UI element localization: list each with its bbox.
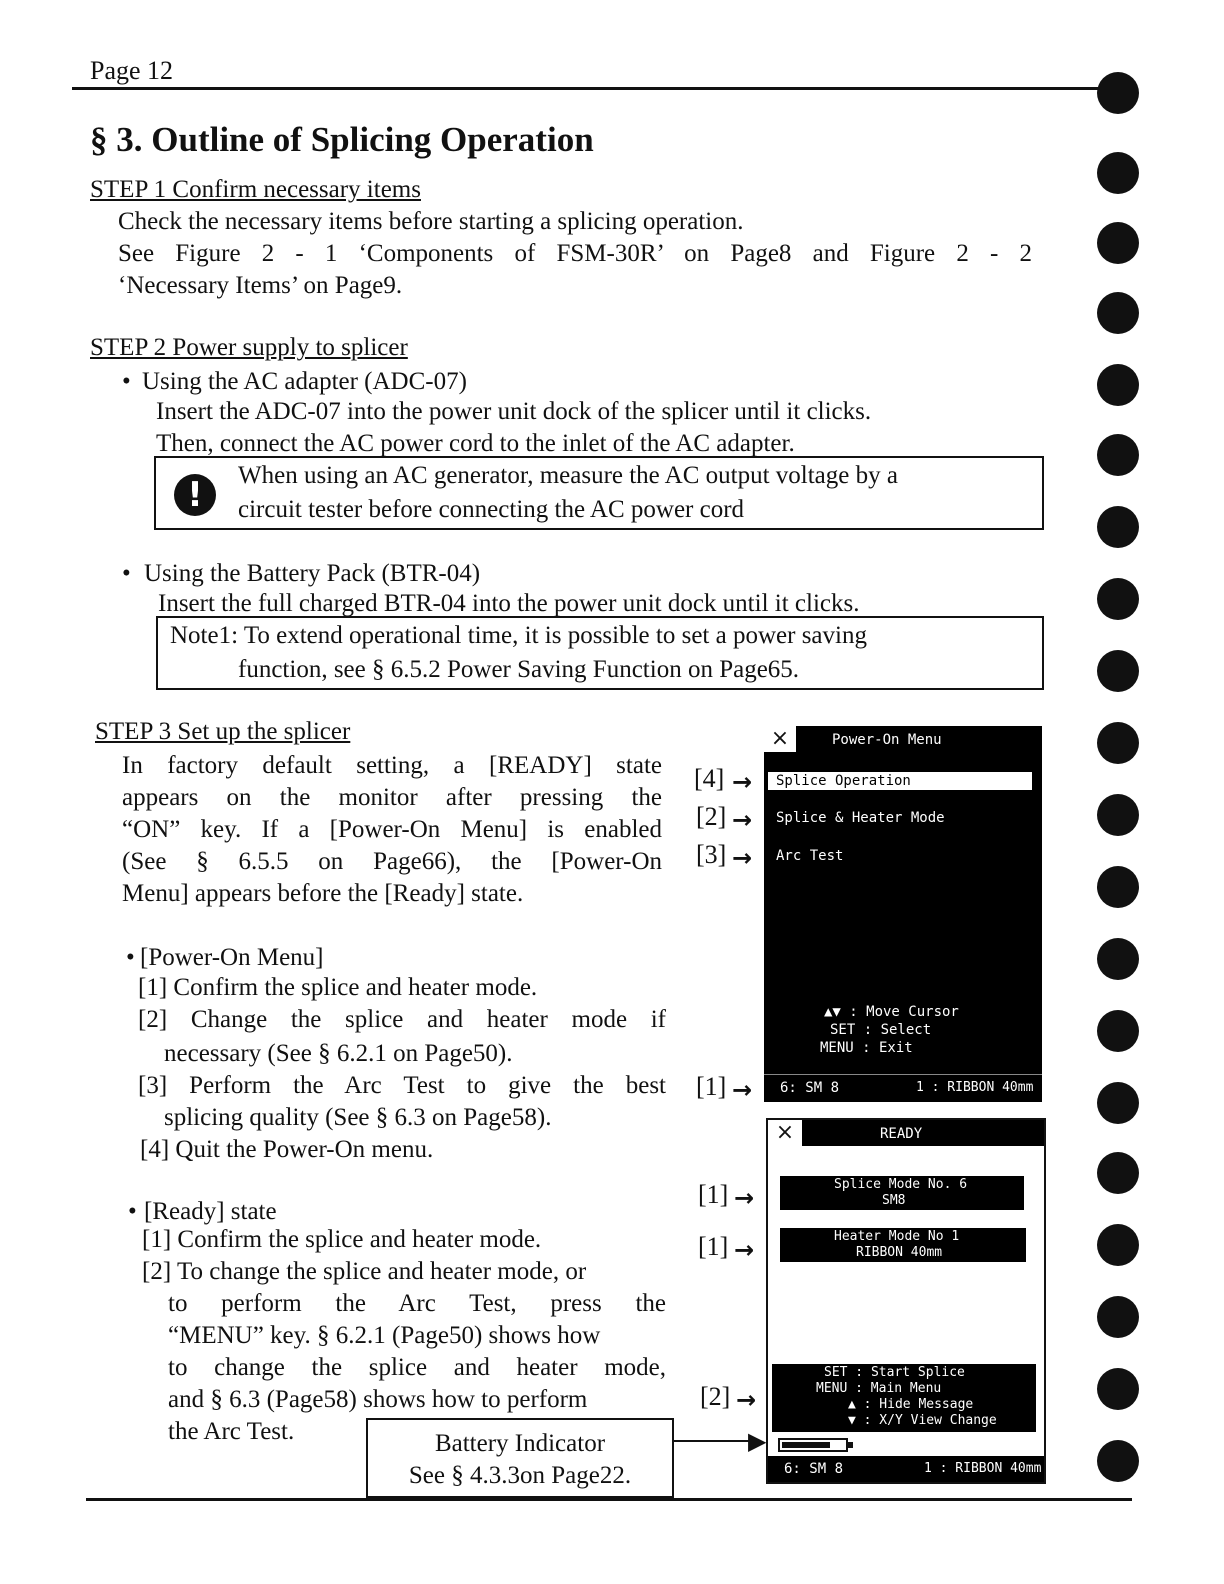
splice-mode-status: 6: SM 8 xyxy=(780,1080,840,1096)
splice-mode-label: Splice Mode No. 6 xyxy=(834,1177,968,1192)
callout-label: [1] xyxy=(698,1232,729,1261)
battery-indicator xyxy=(778,1438,848,1452)
binding-hole xyxy=(1097,578,1139,620)
step3-intro-line: In factory default setting, a [READY] state xyxy=(122,752,662,779)
section-title: § 3. Outline of Splicing Operation xyxy=(90,120,594,159)
binding-hole xyxy=(1097,1440,1139,1482)
binding-hole xyxy=(1097,1082,1139,1124)
ac-adapter-line: Insert the ADC-07 into the power unit dock of the splicer until it clicks. xyxy=(156,398,872,425)
menu-item-arc-test[interactable]: Arc Test xyxy=(776,848,844,864)
binding-hole xyxy=(1097,866,1139,908)
splice-mode-value: SM8 xyxy=(882,1193,906,1208)
power-on-menu-line: [3] Perform the Arc Test to give the best xyxy=(138,1072,666,1099)
ready-state-line: [2] To change the splice and heater mode, or xyxy=(142,1258,587,1285)
ac-adapter-line: Then, connect the AC power cord to the inlet of the AC adapter. xyxy=(156,430,795,457)
note-box xyxy=(156,616,1044,690)
binding-hole xyxy=(1097,722,1139,764)
callout-label: [2] xyxy=(696,802,727,831)
menu-item-splice-heater-mode[interactable]: Splice & Heater Mode xyxy=(776,810,945,826)
ready-state-line: “MENU” key. § 6.2.1 (Page50) shows how xyxy=(168,1322,601,1349)
callout-label: [1] xyxy=(698,1180,729,1209)
ready-state-line: to perform the Arc Test, press the xyxy=(168,1290,666,1317)
splice-mode-status: 6: SM 8 xyxy=(784,1461,844,1477)
ready-state-bullet: [Ready] state xyxy=(144,1198,277,1225)
bullet-marker: • xyxy=(122,560,131,587)
step1-line: See Figure 2 - 1 ‘Components of FSM-30R’ on Page8 and Figure 2 - 2 xyxy=(118,240,1032,267)
step3-intro-line: appears on the monitor after pressing the xyxy=(122,784,662,811)
power-on-menu-bullet: [Power-On Menu] xyxy=(140,944,324,971)
heater-mode-status: 1 : RIBBON 40mm xyxy=(924,1461,1042,1476)
step1-line: ‘Necessary Items’ on Page9. xyxy=(118,272,403,299)
ac-adapter-bullet: Using the AC adapter (ADC-07) xyxy=(142,368,467,395)
power-on-menu-line: splicing quality (See § 6.3 on Page58). xyxy=(164,1104,552,1131)
callout-arrow-icon: → xyxy=(732,806,753,834)
battery-terminal xyxy=(848,1442,853,1448)
help-line: SET : Select xyxy=(830,1022,932,1038)
battery-pack-bullet: Using the Battery Pack (BTR-04) xyxy=(144,560,481,587)
ready-screen xyxy=(766,1118,1046,1484)
warning-icon: ! xyxy=(174,474,216,516)
warning-line: circuit tester before connecting the AC power cord xyxy=(238,496,745,523)
step2-heading: STEP 2 Power supply to splicer xyxy=(90,334,408,361)
callout-label: [1] xyxy=(696,1072,727,1101)
help-line: ▲▼ : Move Cursor xyxy=(824,1004,959,1020)
footer-rule xyxy=(86,1498,1132,1501)
ready-state-line: [1] Confirm the splice and heater mode. xyxy=(142,1226,542,1253)
help-line: ▼ : X/Y View Change xyxy=(848,1413,997,1428)
callout-label: [4] xyxy=(694,764,725,793)
binding-hole xyxy=(1097,1152,1139,1194)
power-on-menu-line: [4] Quit the Power-On menu. xyxy=(140,1136,434,1163)
callout-label: [2] xyxy=(700,1382,731,1411)
binding-hole xyxy=(1097,364,1139,406)
binding-hole xyxy=(1097,938,1139,980)
callout-label: [3] xyxy=(696,840,727,869)
help-line: SET : Start Splice xyxy=(824,1365,965,1380)
binding-hole xyxy=(1097,222,1139,264)
help-message-panel xyxy=(772,1364,1036,1432)
splice-mode-panel xyxy=(780,1176,1024,1210)
screen-title: Power-On Menu xyxy=(832,732,942,748)
ready-state-line: to change the splice and heater mode, xyxy=(168,1354,666,1381)
binding-hole xyxy=(1097,152,1139,194)
screen-title: READY xyxy=(880,1126,923,1142)
callout-line: Battery Indicator xyxy=(434,1430,606,1457)
battery-indicator-callout xyxy=(366,1418,674,1498)
callout-arrow-icon: → xyxy=(732,1076,753,1104)
step3-intro-line: “ON” key. If a [Power-On Menu] is enabled xyxy=(122,816,662,843)
binding-hole xyxy=(1097,506,1139,548)
status-divider xyxy=(764,1074,1042,1075)
binding-hole xyxy=(1097,1010,1139,1052)
callout-arrow-icon: → xyxy=(732,768,753,796)
note-line: Note1: To extend operational time, it is possible to set a power saving xyxy=(170,622,867,649)
close-icon[interactable]: × xyxy=(764,726,796,752)
callout-arrow-icon: → xyxy=(736,1386,757,1414)
binding-hole xyxy=(1097,434,1139,476)
ready-state-line: and § 6.3 (Page58) shows how to perform xyxy=(168,1386,588,1413)
ready-state-line: the Arc Test. xyxy=(168,1418,295,1445)
power-on-menu-screen xyxy=(764,726,1042,1102)
binding-hole xyxy=(1097,292,1139,334)
callout-arrow-icon: ▶ xyxy=(748,1427,767,1455)
warning-box xyxy=(154,456,1044,530)
status-bar xyxy=(768,1456,1044,1482)
step3-heading: STEP 3 Set up the splicer xyxy=(95,718,351,745)
heater-mode-value: RIBBON 40mm xyxy=(856,1245,943,1260)
close-icon[interactable]: × xyxy=(768,1120,802,1146)
binding-hole xyxy=(1097,72,1139,114)
menu-item-label: Splice Operation xyxy=(776,773,911,789)
binding-hole xyxy=(1097,1368,1139,1410)
warning-line: When using an AC generator, measure the AC output voltage by a xyxy=(238,462,898,489)
binding-hole xyxy=(1097,1296,1139,1338)
step1-heading: STEP 1 Confirm necessary items xyxy=(90,176,421,203)
binding-hole xyxy=(1097,650,1139,692)
help-line: ▲ : Hide Message xyxy=(848,1397,974,1412)
note-line: function, see § 6.5.2 Power Saving Function on Page65. xyxy=(238,656,800,683)
callout-arrow-icon: → xyxy=(732,844,753,872)
callout-arrow-icon: → xyxy=(734,1236,755,1264)
bullet-marker: • xyxy=(122,368,131,395)
help-line: MENU : Main Menu xyxy=(816,1381,942,1396)
bullet-marker: • xyxy=(126,944,135,971)
heater-mode-status: 1 : RIBBON 40mm xyxy=(916,1080,1034,1095)
help-line: MENU : Exit xyxy=(820,1040,913,1056)
heater-mode-label: Heater Mode No 1 xyxy=(834,1229,960,1244)
step1-line: Check the necessary items before starting a splicing operation. xyxy=(118,208,744,235)
binding-hole xyxy=(1097,794,1139,836)
bullet-marker: • xyxy=(128,1198,137,1225)
callout-arrow-icon: → xyxy=(734,1184,755,1212)
callout-leader-line xyxy=(674,1440,754,1442)
battery-fill xyxy=(782,1442,830,1448)
step3-intro-line: Menu] appears before the [Ready] state. xyxy=(122,880,524,907)
binding-hole xyxy=(1097,1224,1139,1266)
callout-line: See § 4.3.3on Page22. xyxy=(408,1462,632,1489)
power-on-menu-line: necessary (See § 6.2.1 on Page50). xyxy=(164,1040,513,1067)
header-rule xyxy=(72,87,1124,90)
menu-item-splice-operation[interactable] xyxy=(768,772,1032,790)
step3-intro-line: (See § 6.5.5 on Page66), the [Power-On xyxy=(122,848,662,875)
battery-pack-line: Insert the full charged BTR-04 into the power unit dock until it clicks. xyxy=(158,590,860,617)
power-on-menu-line: [2] Change the splice and heater mode if xyxy=(138,1006,666,1033)
heater-mode-panel xyxy=(780,1228,1026,1262)
power-on-menu-line: [1] Confirm the splice and heater mode. xyxy=(138,974,538,1001)
page-number: Page 12 xyxy=(90,56,174,85)
